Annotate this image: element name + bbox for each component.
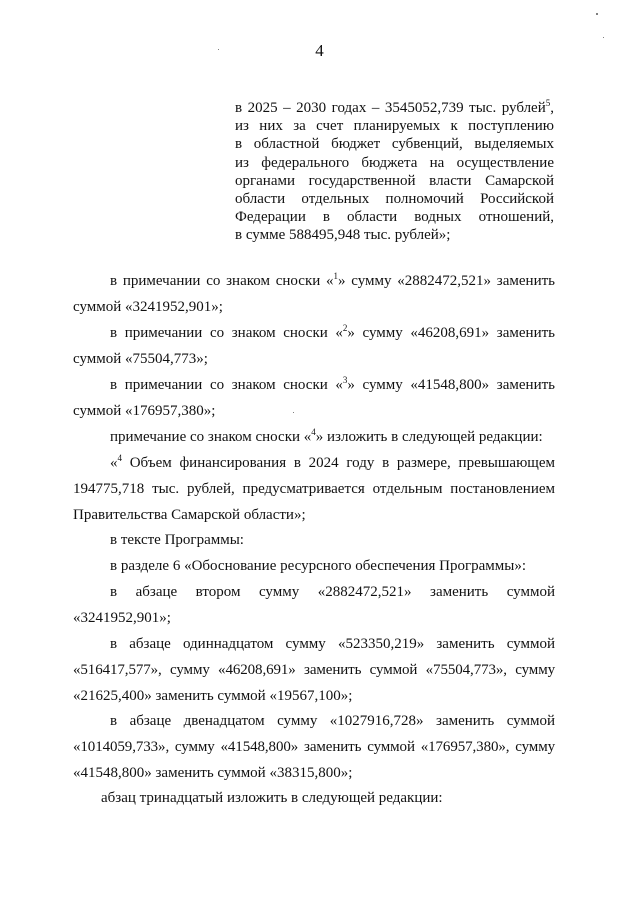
quote-line: из них за счет планируемых к поступлению	[235, 118, 554, 135]
quoted-funding-block	[235, 99, 554, 245]
paragraph-abzac-2: в абзаце втором сумму «2882472,521» заменить суммой «3241952,901»;	[73, 584, 555, 626]
paragraph-footnote-4: примечание со знаком сноски «$^4$» изложить в следующей редакции:	[110, 427, 543, 445]
quote-line: в областной бюджет субвенций, выделяемых	[235, 136, 554, 153]
paragraph-footnote-1: в примечании со знаком сноски «$^1$» сумму «2882472,521» заменить суммой «3241952,901»;	[73, 271, 555, 315]
footnote-mark: 3	[342, 375, 348, 385]
footnote-mark: 1	[333, 271, 339, 281]
quote-line: Федерации в области водных отношений,	[235, 209, 554, 226]
quote-line: в сумме 588495,948 тыс. рублей»;	[235, 227, 451, 244]
page-number: 4	[315, 41, 324, 60]
scan-speck	[603, 37, 604, 38]
quote-line: в 2025 – 2030 годах – 3545052,739 тыс. рублей$^5$,	[235, 98, 554, 116]
quote-line: области отдельных полномочий Российской	[235, 191, 554, 208]
footnote-mark: 2	[342, 323, 348, 333]
paragraph-footnote-2: в примечании со знаком сноски «$^2$» сумму «46208,691» заменить суммой «75504,773»;	[73, 323, 555, 367]
quote-line: из федерального бюджета на осуществление	[235, 154, 554, 171]
quote-line: органами государственной власти Самарской	[235, 172, 554, 189]
paragraph-footnote-4-text: «$^4$ Объем финансирования в 2024 году в размере, превышающем 194775,718 тыс. рублей, предусматривается отдельным постановлением Правительства Самарской области»;	[73, 453, 555, 523]
paragraph-abzac-13: абзац тринадцатый изложить в следующей редакции:	[101, 790, 443, 806]
footnote-mark: 5	[545, 98, 551, 108]
footnote-mark: 4	[117, 453, 122, 463]
paragraph-abzac-11: в абзаце одиннадцатом сумму «523350,219» заменить суммой «516417,577», сумму «46208,691» заменить суммой «75504,773», сумму «21625,400» заменить суммой «19567,100»;	[73, 636, 555, 704]
paragraph-program-text: в тексте Программы:	[110, 532, 244, 548]
paragraph-section-6: в разделе 6 «Обоснование ресурсного обеспечения Программы»:	[110, 558, 527, 574]
footnote-mark: 4	[311, 427, 316, 437]
paragraph-abzac-12: в абзаце двенадцатом сумму «1027916,728» заменить суммой «1014059,733», сумму «41548,800» заменить суммой «176957,380», сумму «41548,800» заменить суммой «38315,800»;	[73, 713, 555, 781]
scan-speck	[596, 13, 598, 15]
paragraph-footnote-3: в примечании со знаком сноски «$^3$» сумму «41548,800» заменить суммой «176957,380»;	[73, 375, 555, 419]
